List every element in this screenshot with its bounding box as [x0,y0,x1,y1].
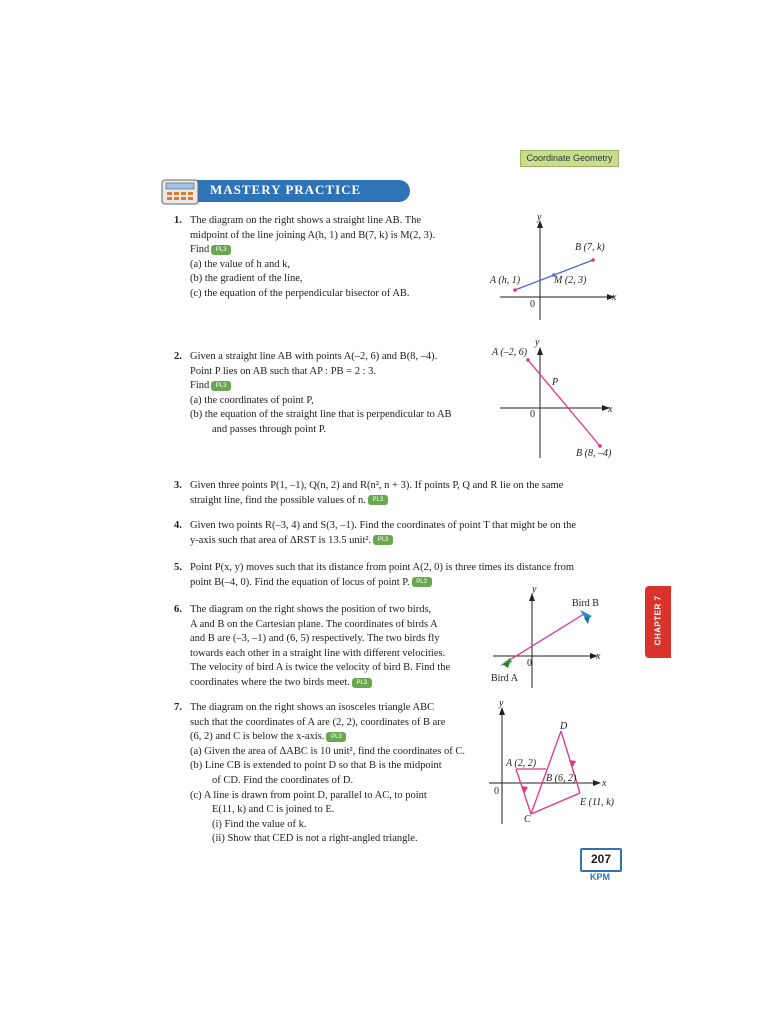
question-part: (a) Given the area of ΔABC is 10 unit², find the coordinates of C. [190,745,465,757]
question-part: (c) A line is drawn from point D, parallel to AC, to point [190,789,427,801]
question-2 [174,350,490,438]
diagram-2 [490,338,630,463]
x-label: x [608,404,613,415]
pl3-badge: PL3 [326,732,346,742]
label-c: C [524,814,531,825]
question-text: A and B on the Cartesian plane. The coordinates of birds A [190,618,438,630]
question-6 [174,603,490,691]
label-a: A (h, 1) [490,275,521,286]
line-ab [528,360,600,446]
label-b: B (8, –4) [576,448,612,459]
y-label: y [537,212,542,223]
question-part: (c) the equation of the perpendicular bisector of AB. [190,287,410,299]
question-text: straight line, find the possible values of n. [190,494,366,506]
question-text: midpoint of the line joining A(h, 1) and B(7, k) is M(2, 3). [190,229,435,241]
question-part: of CD. Find the coordinates of D. [212,774,354,786]
pl3-badge: PL3 [373,535,393,545]
question-text: Given two points R(–3, 4) and S(3, –1). Find the coordinates of point T that might be on the [190,520,577,531]
publisher-label: KPM [590,872,610,882]
origin-label: 0 [530,409,535,420]
diagram-7 [484,696,624,826]
question-number: 5. [174,562,182,573]
bird-b-icon [580,610,592,624]
point-a [513,288,517,292]
label-b: B (6, 2) [546,773,577,784]
question-text: Find [190,380,210,392]
question-text: Given a straight line AB with points A(–2, 6) and B(8, –4). [190,351,438,362]
question-text: and B are (–3, –1) and (6, 5) respectively. The two birds fly [190,633,440,645]
label-a: A (–2, 6) [492,347,528,358]
label-d: D [560,721,568,732]
question-text: Find [190,244,210,256]
question-text: Point P lies on AB such that AP : PB = 2 : 3. [190,365,377,377]
parallel-arrow-ac [521,786,528,794]
question-3 [174,479,610,508]
parallel-arrow-de [569,760,576,768]
x-label: x [596,651,601,662]
question-number: 7. [174,702,182,713]
diagram-6 [488,584,618,692]
pl3-badge: PL3 [352,678,372,688]
question-text: y-axis such that area of ΔRST is 13.5 unit². [190,534,372,546]
question-7 [174,701,490,847]
question-text: (6, 2) and C is below the x-axis. [190,731,325,743]
label-bird-b: Bird B [572,598,599,609]
label-p: P [552,377,559,388]
question-part: (b) the equation of the straight line that is perpendicular to AB [190,409,452,421]
x-axis-arrow [593,780,601,786]
point-a [526,358,530,362]
flight-line [508,614,584,661]
origin-label: 0 [530,299,535,310]
chapter-label: Coordinate Geometry [520,150,619,167]
question-part: (a) the coordinates of point P, [190,394,314,406]
chapter-side-tab-label: CHAPTER 7 [653,595,663,646]
question-text: such that the coordinates of A are (2, 2), coordinates of B are [190,716,446,728]
question-subpart: (ii) Show that CED is not a right-angled triangle. [212,833,418,845]
question-text: The velocity of bird A is twice the velocity of bird B. Find the [190,662,451,674]
mastery-practice-banner [158,178,410,206]
banner-title: MASTERY PRACTICE [210,182,362,197]
bird-a-icon [500,658,512,668]
page-number: 207 [580,848,622,872]
question-part: E(11, k) and C is joined to E. [212,804,335,816]
label-e: E (11, k) [580,797,614,808]
y-axis-arrow [537,347,543,355]
question-number: 2. [174,351,182,362]
y-label: y [535,338,540,348]
pl3-badge: PL3 [368,495,388,505]
chapter-side-tab [645,586,671,658]
x-label: x [612,292,617,303]
question-number: 4. [174,520,182,531]
question-4 [174,519,610,548]
question-text: The diagram on the right shows an isosceles triangle ABC [190,702,435,713]
question-text: Given three points P(1, –1), Q(n, 2) and R(n², n + 3). If points P, Q and R lie on the same [190,480,564,491]
question-part: (a) the value of h and k, [190,258,291,270]
question-part: and passes through point P. [212,423,327,435]
question-text: point B(–4, 0). Find the equation of locus of point P. [190,576,410,588]
point-b [591,258,595,262]
origin-label: 0 [527,658,532,669]
diagram-1 [480,210,630,330]
question-subpart: (i) Find the value of k. [212,818,307,830]
question-1 [174,214,490,302]
calculator-icon [158,174,202,208]
question-number: 6. [174,604,182,615]
label-m: M (2, 3) [554,275,587,286]
label-a: A (2, 2) [506,758,537,769]
question-text: Point P(x, y) moves such that its distance from point A(2, 0) is three times its distance from [190,562,575,573]
question-number: 3. [174,480,182,491]
question-text: The diagram on the right shows the position of two birds, [190,604,432,615]
origin-label: 0 [494,786,499,797]
label-b: B (7, k) [575,242,605,253]
question-text: coordinates where the two birds meet. [190,676,350,688]
pl3-badge: PL3 [412,577,432,587]
side-ce [531,793,580,814]
label-bird-a: Bird A [491,673,518,684]
pl3-badge: PL3 [211,381,231,391]
pl3-badge: PL3 [211,245,231,255]
y-label: y [499,698,504,709]
question-text: towards each other in a straight line with different velocities. [190,647,446,659]
x-label: x [602,778,607,789]
question-text: The diagram on the right shows a straight line AB. The [190,215,422,226]
y-label: y [532,584,537,595]
question-part: (b) the gradient of the line, [190,273,303,285]
question-part: (b) Line CB is extended to point D so that B is the midpoint [190,760,442,772]
question-number: 1. [174,215,182,226]
